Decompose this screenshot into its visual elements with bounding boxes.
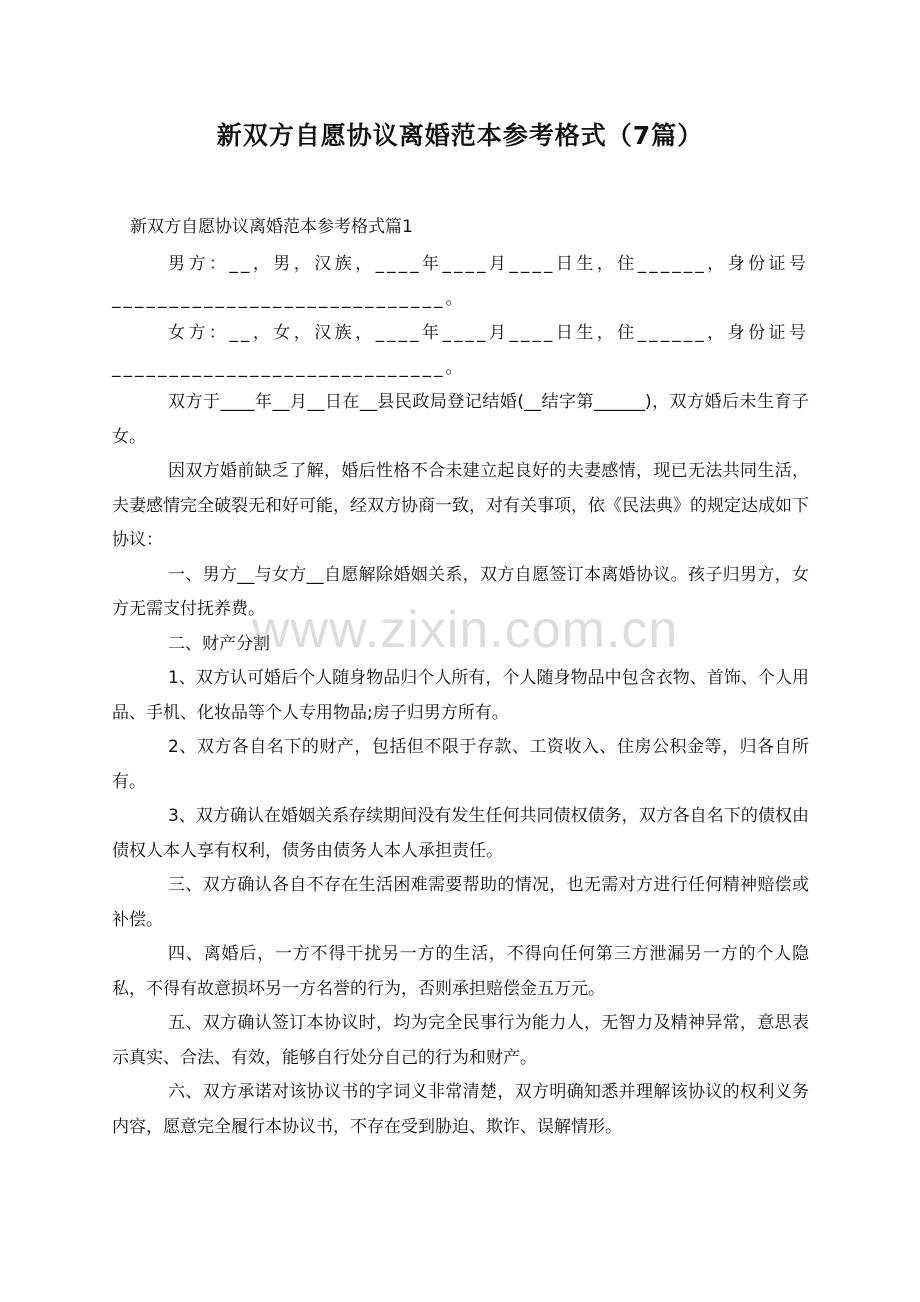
paragraph-marriage-registration: 双方于____年__月__日在__县民政局登记结婚(__结字第______)，双方婚后未生育子女。 (112, 392, 809, 447)
paragraph-clause-1: 一、男方__与女方__自愿解除婚姻关系，双方自愿签订本离婚协议。孩子归男方，女方无需支付抚养费。 (112, 564, 809, 619)
paragraph-reason: 因双方婚前缺乏了解，婚后性格不合未建立起良好的夫妻感情，现已无法共同生活，夫妻感情完全破裂无和好可能，经双方协商一致，对有关事项，依《民法典》的规定达成如下协议： (112, 461, 809, 550)
paragraph-clause-6: 六、双方承诺对该协议书的字词义非常清楚，双方明确知悉并理解该协议的权利义务内容，愿意完全履行本协议书，不存在受到胁迫、欺诈、误解情形。 (112, 1082, 809, 1137)
paragraph-property-3: 3、双方确认在婚姻关系存续期间没有发生任何共同债权债务，双方各自名下的债权由债权人本人享有权利，债务由债务人本人承担责任。 (112, 806, 809, 861)
section-heading: 新双方自愿协议离婚范本参考格式篇1 (130, 217, 413, 237)
paragraph-property-1: 1、双方认可婚后个人随身物品归个人所有，个人随身物品中包含衣物、首饰、个人用品、手机、化妆品等个人专用物品;房子归男方所有。 (112, 668, 809, 723)
document-body (112, 247, 809, 1144)
paragraph-clause-5: 五、双方确认签订本协议时，均为完全民事行为能力人，无智力及精神异常，意思表示真实、合法、有效，能够自行处分自己的行为和财产。 (112, 1013, 809, 1068)
paragraph-clause-4: 四、离婚后，一方不得干扰另一方的生活，不得向任何第三方泄漏另一方的个人隐私，不得有故意损坏另一方名誉的行为，否则承担赔偿金五万元。 (112, 944, 809, 999)
paragraph-property-2: 2、双方各自名下的财产，包括但不限于存款、工资收入、住房公积金等，归各自所有。 (112, 737, 809, 792)
paragraph-husband-info: 男方：__，男，汉族，____年____月____日生，住______，身份证号_____________________________。 (112, 254, 809, 309)
paragraph-clause-3: 三、双方确认各自不存在生活困难需要帮助的情况，也无需对方进行任何精神赔偿或补偿。 (112, 875, 809, 930)
paragraph-wife-info: 女方：__，女，汉族，____年____月____日生，住______，身份证号_____________________________。 (112, 323, 809, 378)
watermark: www.zixin.com.cn (252, 601, 679, 659)
paragraph-clause-2-heading: 二、财产分割 (168, 633, 270, 654)
document-title: 新双方自愿协议离婚范本参考格式（7篇） (216, 121, 704, 150)
